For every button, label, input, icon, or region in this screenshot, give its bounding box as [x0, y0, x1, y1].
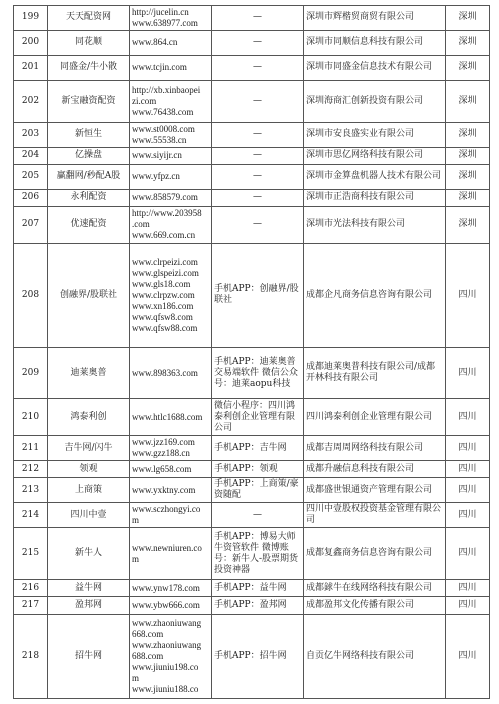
- table-row: [14, 461, 490, 478]
- row-number: 204: [14, 147, 48, 164]
- company-name: 深圳市金算盘机器人技术有限公司: [304, 164, 446, 189]
- website-list: [130, 55, 212, 80]
- platform-name: 新宝融资配资: [48, 80, 130, 122]
- platform-name: 盈邦网: [48, 597, 130, 614]
- website-list: [130, 597, 212, 614]
- table-row: [14, 399, 490, 436]
- app-info: —: [212, 207, 304, 244]
- app-info: —: [212, 55, 304, 80]
- app-info: 手机APP：迪莱奥普交易端软件 微信公众号：迪莱aopu科技: [212, 347, 304, 399]
- city: 四川: [446, 347, 490, 399]
- website-url[interactable]: www.lg658.com: [132, 463, 192, 474]
- row-number: 200: [14, 30, 48, 55]
- city: 四川: [446, 399, 490, 436]
- company-name: 四川鸿泰利创企业管理有限公司: [304, 399, 446, 436]
- table-row: [14, 207, 490, 244]
- platform-name: 优速配资: [48, 207, 130, 244]
- city: 四川: [446, 478, 490, 503]
- website-list: [130, 399, 212, 436]
- row-number: 201: [14, 55, 48, 80]
- company-name: 自贡亿牛网络科技有限公司: [304, 614, 446, 698]
- website-list: [130, 528, 212, 580]
- website-url[interactable]: www.ynw178.com: [132, 582, 200, 593]
- platform-name: 新恒生: [48, 122, 130, 147]
- website-url[interactable]: www.zhaoniuwang: [132, 639, 202, 650]
- website-list: [130, 164, 212, 189]
- website-url[interactable]: www.76438.com: [132, 106, 194, 117]
- platform-name: 上商策: [48, 478, 130, 503]
- website-list: [130, 503, 212, 528]
- listing-table: [13, 5, 490, 699]
- app-info: —: [212, 189, 304, 206]
- city: 深圳: [446, 55, 490, 80]
- app-info: —: [212, 80, 304, 122]
- company-name: 成都盈邦文化传播有限公司: [304, 597, 446, 614]
- website-url[interactable]: www.jzz169.com: [132, 437, 195, 448]
- app-info: —: [212, 503, 304, 528]
- app-info: —: [212, 122, 304, 147]
- website-url[interactable]: http://www.203958: [132, 208, 202, 219]
- city: 四川: [446, 579, 490, 596]
- website-list: [130, 6, 212, 31]
- row-number: 209: [14, 347, 48, 399]
- website-url[interactable]: .com: [132, 219, 150, 230]
- city: 深圳: [446, 207, 490, 244]
- city: 深圳: [446, 30, 490, 55]
- city: 四川: [446, 614, 490, 698]
- company-name: 成都企凡商务信息咨询有限公司: [304, 243, 446, 347]
- website-list: [130, 347, 212, 399]
- table-body: [14, 6, 490, 699]
- app-info: 手机APP：博易大师牛资管软件 微博账号：新牛人-股票期货投资神器: [212, 528, 304, 580]
- website-url[interactable]: www.sczhongyi.co: [132, 504, 201, 515]
- city: 四川: [446, 503, 490, 528]
- table-row: [14, 614, 490, 698]
- platform-name: 领观: [48, 461, 130, 478]
- website-url[interactable]: www.898363.com: [132, 367, 198, 378]
- platform-name: 赢翻网/秒配A股: [48, 164, 130, 189]
- company-name: 深圳市辉楷贸商贸有限公司: [304, 6, 446, 31]
- company-name: 四川中壹股权投资基金管理有限公司: [304, 503, 446, 528]
- table-row: [14, 579, 490, 596]
- city: 深圳: [446, 122, 490, 147]
- platform-name: 同盛金/牛小散: [48, 55, 130, 80]
- company-name: 成都升融信息科技有限公司: [304, 461, 446, 478]
- table-row: [14, 478, 490, 503]
- website-list: [130, 147, 212, 164]
- website-url[interactable]: www.55538.cn: [132, 134, 187, 145]
- website-url[interactable]: www.xn186.com: [132, 300, 194, 311]
- company-name: 成都迪莱奥普科技有限公司/成都开林科技有限公司: [304, 347, 446, 399]
- website-url[interactable]: www.clrpzw.com: [132, 289, 195, 300]
- app-info: 手机APP：上商策/豪资随配: [212, 478, 304, 503]
- company-name: 成都銶牛在线网络科技有限公司: [304, 579, 446, 596]
- city: 深圳: [446, 6, 490, 31]
- row-number: 212: [14, 461, 48, 478]
- company-name: 成都盛世银通资产管理有限公司: [304, 478, 446, 503]
- website-url[interactable]: www.qfsw8.com: [132, 311, 193, 322]
- table-row: [14, 347, 490, 399]
- company-name: 深圳市同盛金信息技术有限公司: [304, 55, 446, 80]
- platform-name: 创融界/股联社: [48, 243, 130, 347]
- app-info: 手机APP：创融界/股联社: [212, 243, 304, 347]
- website-url[interactable]: www.yxktny.com: [132, 484, 196, 495]
- app-info: —: [212, 30, 304, 55]
- platform-name: 益牛网: [48, 579, 130, 596]
- company-name: 深圳市正浩商科技有限公司: [304, 189, 446, 206]
- company-name: 深圳市光法科技有限公司: [304, 207, 446, 244]
- app-info: 微信小程序：四川鸿泰利创企业管理有限公司: [212, 399, 304, 436]
- website-list: [130, 30, 212, 55]
- row-number: 216: [14, 579, 48, 596]
- platform-name: 招牛网: [48, 614, 130, 698]
- platform-name: 永利配资: [48, 189, 130, 206]
- company-name: 成都复鑫商务信息咨询有限公司: [304, 528, 446, 580]
- app-info: —: [212, 147, 304, 164]
- platform-name: 吉牛网/闪牛: [48, 436, 130, 461]
- website-url[interactable]: www.858579.com: [132, 192, 198, 203]
- platform-name: 亿操盘: [48, 147, 130, 164]
- company-name: 深圳市安良盛实业有限公司: [304, 122, 446, 147]
- website-list: [130, 461, 212, 478]
- city: 深圳: [446, 189, 490, 206]
- website-url[interactable]: www.yfpz.cn: [132, 171, 180, 182]
- website-url[interactable]: www.zhaoniuwang: [132, 617, 202, 628]
- company-name: 深圳市思亿网络科技有限公司: [304, 147, 446, 164]
- row-number: 218: [14, 614, 48, 698]
- row-number: 199: [14, 6, 48, 31]
- website-list: [130, 80, 212, 122]
- app-info: 手机APP：盈邦网: [212, 597, 304, 614]
- city: 深圳: [446, 80, 490, 122]
- city: 四川: [446, 528, 490, 580]
- platform-name: 鸿泰利创: [48, 399, 130, 436]
- website-url[interactable]: 668.com: [132, 628, 164, 639]
- table-row: [14, 436, 490, 461]
- platform-name: 同花顺: [48, 30, 130, 55]
- row-number: 202: [14, 80, 48, 122]
- app-info: 手机APP：吉牛网: [212, 436, 304, 461]
- table-row: [14, 164, 490, 189]
- city: 四川: [446, 436, 490, 461]
- city: 四川: [446, 597, 490, 614]
- row-number: 206: [14, 189, 48, 206]
- website-url[interactable]: www.st0008.com: [132, 123, 195, 134]
- website-list: [130, 478, 212, 503]
- table-row: [14, 122, 490, 147]
- row-number: 208: [14, 243, 48, 347]
- website-url[interactable]: www.jiuniu198.co: [132, 661, 199, 672]
- website-url[interactable]: www.siyijr.cn: [132, 150, 182, 161]
- website-url[interactable]: m: [132, 553, 140, 564]
- row-number: 210: [14, 399, 48, 436]
- app-info: 手机APP：益牛网: [212, 579, 304, 596]
- row-number: 214: [14, 503, 48, 528]
- row-number: 203: [14, 122, 48, 147]
- row-number: 215: [14, 528, 48, 580]
- website-list: [130, 243, 212, 347]
- table-row: [14, 189, 490, 206]
- company-name: 深圳市同顺信息科技有限公司: [304, 30, 446, 55]
- app-info: 手机APP：领观: [212, 461, 304, 478]
- row-number: 205: [14, 164, 48, 189]
- website-list: [130, 579, 212, 596]
- row-number: 207: [14, 207, 48, 244]
- row-number: 211: [14, 436, 48, 461]
- website-url[interactable]: www.qfsw88.com: [132, 322, 198, 333]
- city: 深圳: [446, 164, 490, 189]
- company-name: 成都吉周周网络科技有限公司: [304, 436, 446, 461]
- website-list: [130, 436, 212, 461]
- website-url[interactable]: www.clrpeizi.com: [132, 256, 198, 267]
- website-url[interactable]: www.864.cn: [132, 37, 178, 48]
- website-url[interactable]: www.htlc1688.com: [132, 411, 203, 422]
- website-url[interactable]: www.gls18.com: [132, 278, 191, 289]
- platform-name: 迪莱奥普: [48, 347, 130, 399]
- platform-name: 新牛人: [48, 528, 130, 580]
- website-url[interactable]: www.glspeizi.com: [132, 267, 199, 278]
- row-number: 217: [14, 597, 48, 614]
- platform-name: 四川中壹: [48, 503, 130, 528]
- city: 四川: [446, 461, 490, 478]
- website-url[interactable]: www.669.com.cn: [132, 230, 196, 241]
- website-url[interactable]: www.tcjin.com: [132, 62, 187, 73]
- table-row: [14, 55, 490, 80]
- website-url[interactable]: www.jiuniu188.co: [132, 683, 199, 694]
- website-url[interactable]: http://jucelin.cn: [132, 6, 189, 17]
- website-url[interactable]: www.gzz188.cn: [132, 448, 190, 459]
- website-url[interactable]: m: [132, 515, 140, 526]
- website-url[interactable]: m: [132, 672, 140, 683]
- website-list: [130, 189, 212, 206]
- website-url[interactable]: www.638977.com: [132, 17, 198, 28]
- table-row: [14, 6, 490, 31]
- table-row: [14, 528, 490, 580]
- table-row: [14, 503, 490, 528]
- website-url[interactable]: 688.com: [132, 650, 164, 661]
- website-list: [130, 122, 212, 147]
- platform-name: 天天配资网: [48, 6, 130, 31]
- city: 四川: [446, 243, 490, 347]
- app-info: —: [212, 6, 304, 31]
- table-row: [14, 80, 490, 122]
- row-number: 213: [14, 478, 48, 503]
- website-url[interactable]: www.newniuren.co: [132, 542, 202, 553]
- app-info: —: [212, 164, 304, 189]
- city: 深圳: [446, 147, 490, 164]
- table-row: [14, 147, 490, 164]
- table-row: [14, 597, 490, 614]
- app-info: 手机APP：招牛网: [212, 614, 304, 698]
- website-list: [130, 207, 212, 244]
- website-url[interactable]: http://xb.xinbaopei: [132, 84, 201, 95]
- table-row: [14, 30, 490, 55]
- website-url[interactable]: zi.com: [132, 95, 157, 106]
- website-list: [130, 614, 212, 698]
- website-url[interactable]: www.ybw666.com: [132, 599, 200, 610]
- table-row: [14, 243, 490, 347]
- company-name: 深圳海商汇创新投资有限公司: [304, 80, 446, 122]
